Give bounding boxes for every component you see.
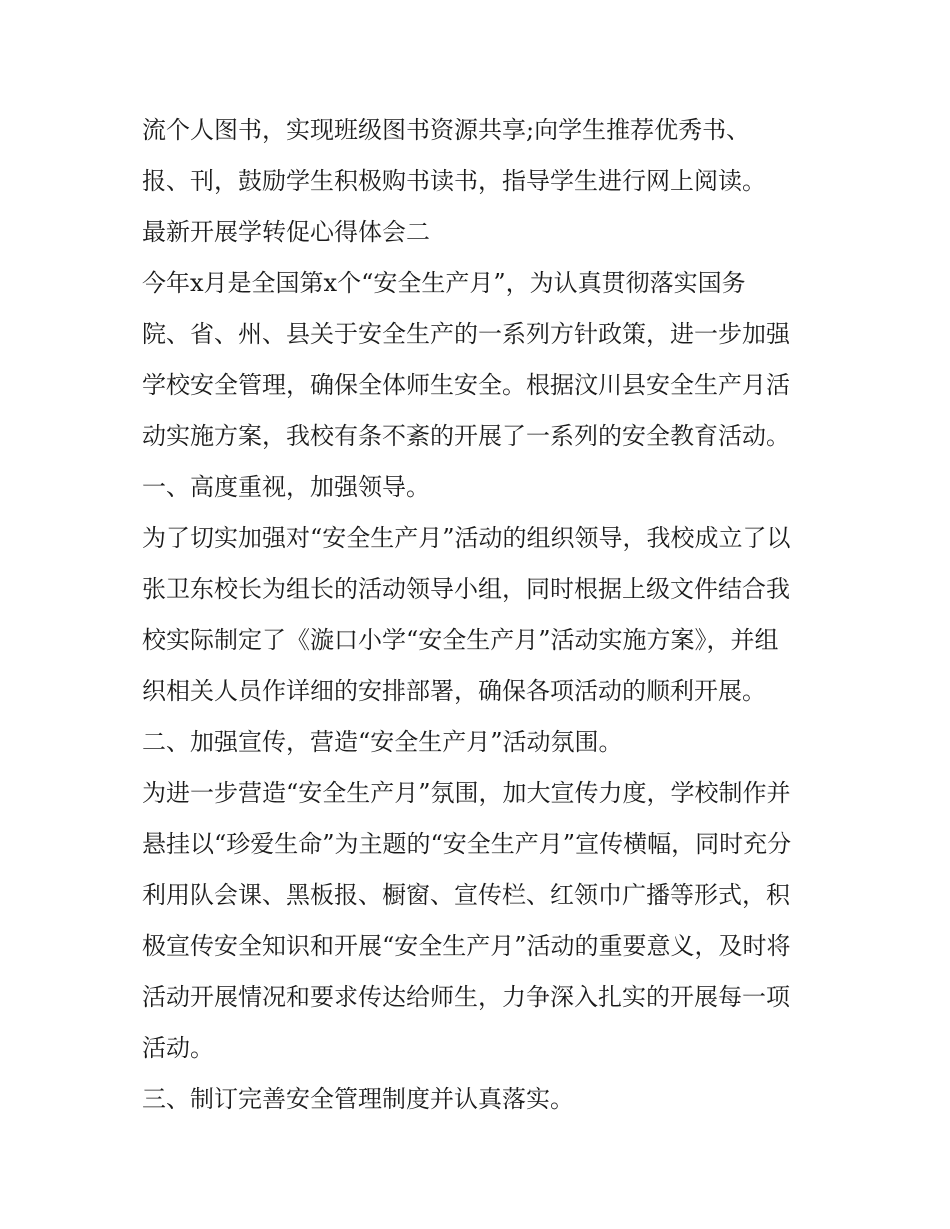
text-line: 利用队会课、黑板报、橱窗、宣传栏、红领巾广播等形式，积 (142, 881, 790, 909)
text-line: 动实施方案，我校有条不紊的开展了一系列的安全教育活动。 (142, 422, 790, 450)
section-heading: 最新开展学转促心得体会二 (142, 218, 430, 246)
text-line: 流个人图书，实现班级图书资源共享;向学生推荐优秀书、 (142, 116, 751, 144)
text-line: 活动开展情况和要求传达给师生，力争深入扎实的开展每一项 (142, 983, 790, 1011)
text-line: 今年x月是全国第x个“安全生产月”，为认真贯彻落实国务 (142, 269, 746, 297)
text-line: 活动。 (142, 1034, 214, 1062)
subheading: 三、制订完善安全管理制度并认真落实。 (142, 1085, 574, 1113)
text-line: 极宣传安全知识和开展“安全生产月”活动的重要意义，及时将 (142, 932, 791, 960)
text-line: 报、刊，鼓励学生积极购书读书，指导学生进行网上阅读。 (142, 167, 766, 195)
text-line: 学校安全管理，确保全体师生安全。根据汶川县安全生产月活 (142, 371, 790, 399)
text-line: 为了切实加强对“安全生产月”活动的组织领导，我校成立了以 (142, 524, 791, 552)
subheading: 一、高度重视，加强领导。 (142, 473, 430, 501)
text-line: 悬挂以“珍爱生命”为主题的“安全生产月”宣传横幅，同时充分 (142, 830, 792, 858)
text-line: 张卫东校长为组长的活动领导小组，同时根据上级文件结合我 (142, 575, 790, 603)
subheading: 二、加强宣传，营造“安全生产月”活动氛围。 (142, 728, 623, 756)
text-line: 校实际制定了《漩口小学“安全生产月”活动实施方案》，并组 (142, 626, 779, 654)
text-line: 为进一步营造“安全生产月”氛围，加大宣传力度，学校制作并 (142, 779, 791, 807)
text-line: 院、省、州、县关于安全生产的一系列方针政策，进一步加强 (142, 320, 790, 348)
text-line: 织相关人员作详细的安排部署，确保各项活动的顺利开展。 (142, 677, 766, 705)
